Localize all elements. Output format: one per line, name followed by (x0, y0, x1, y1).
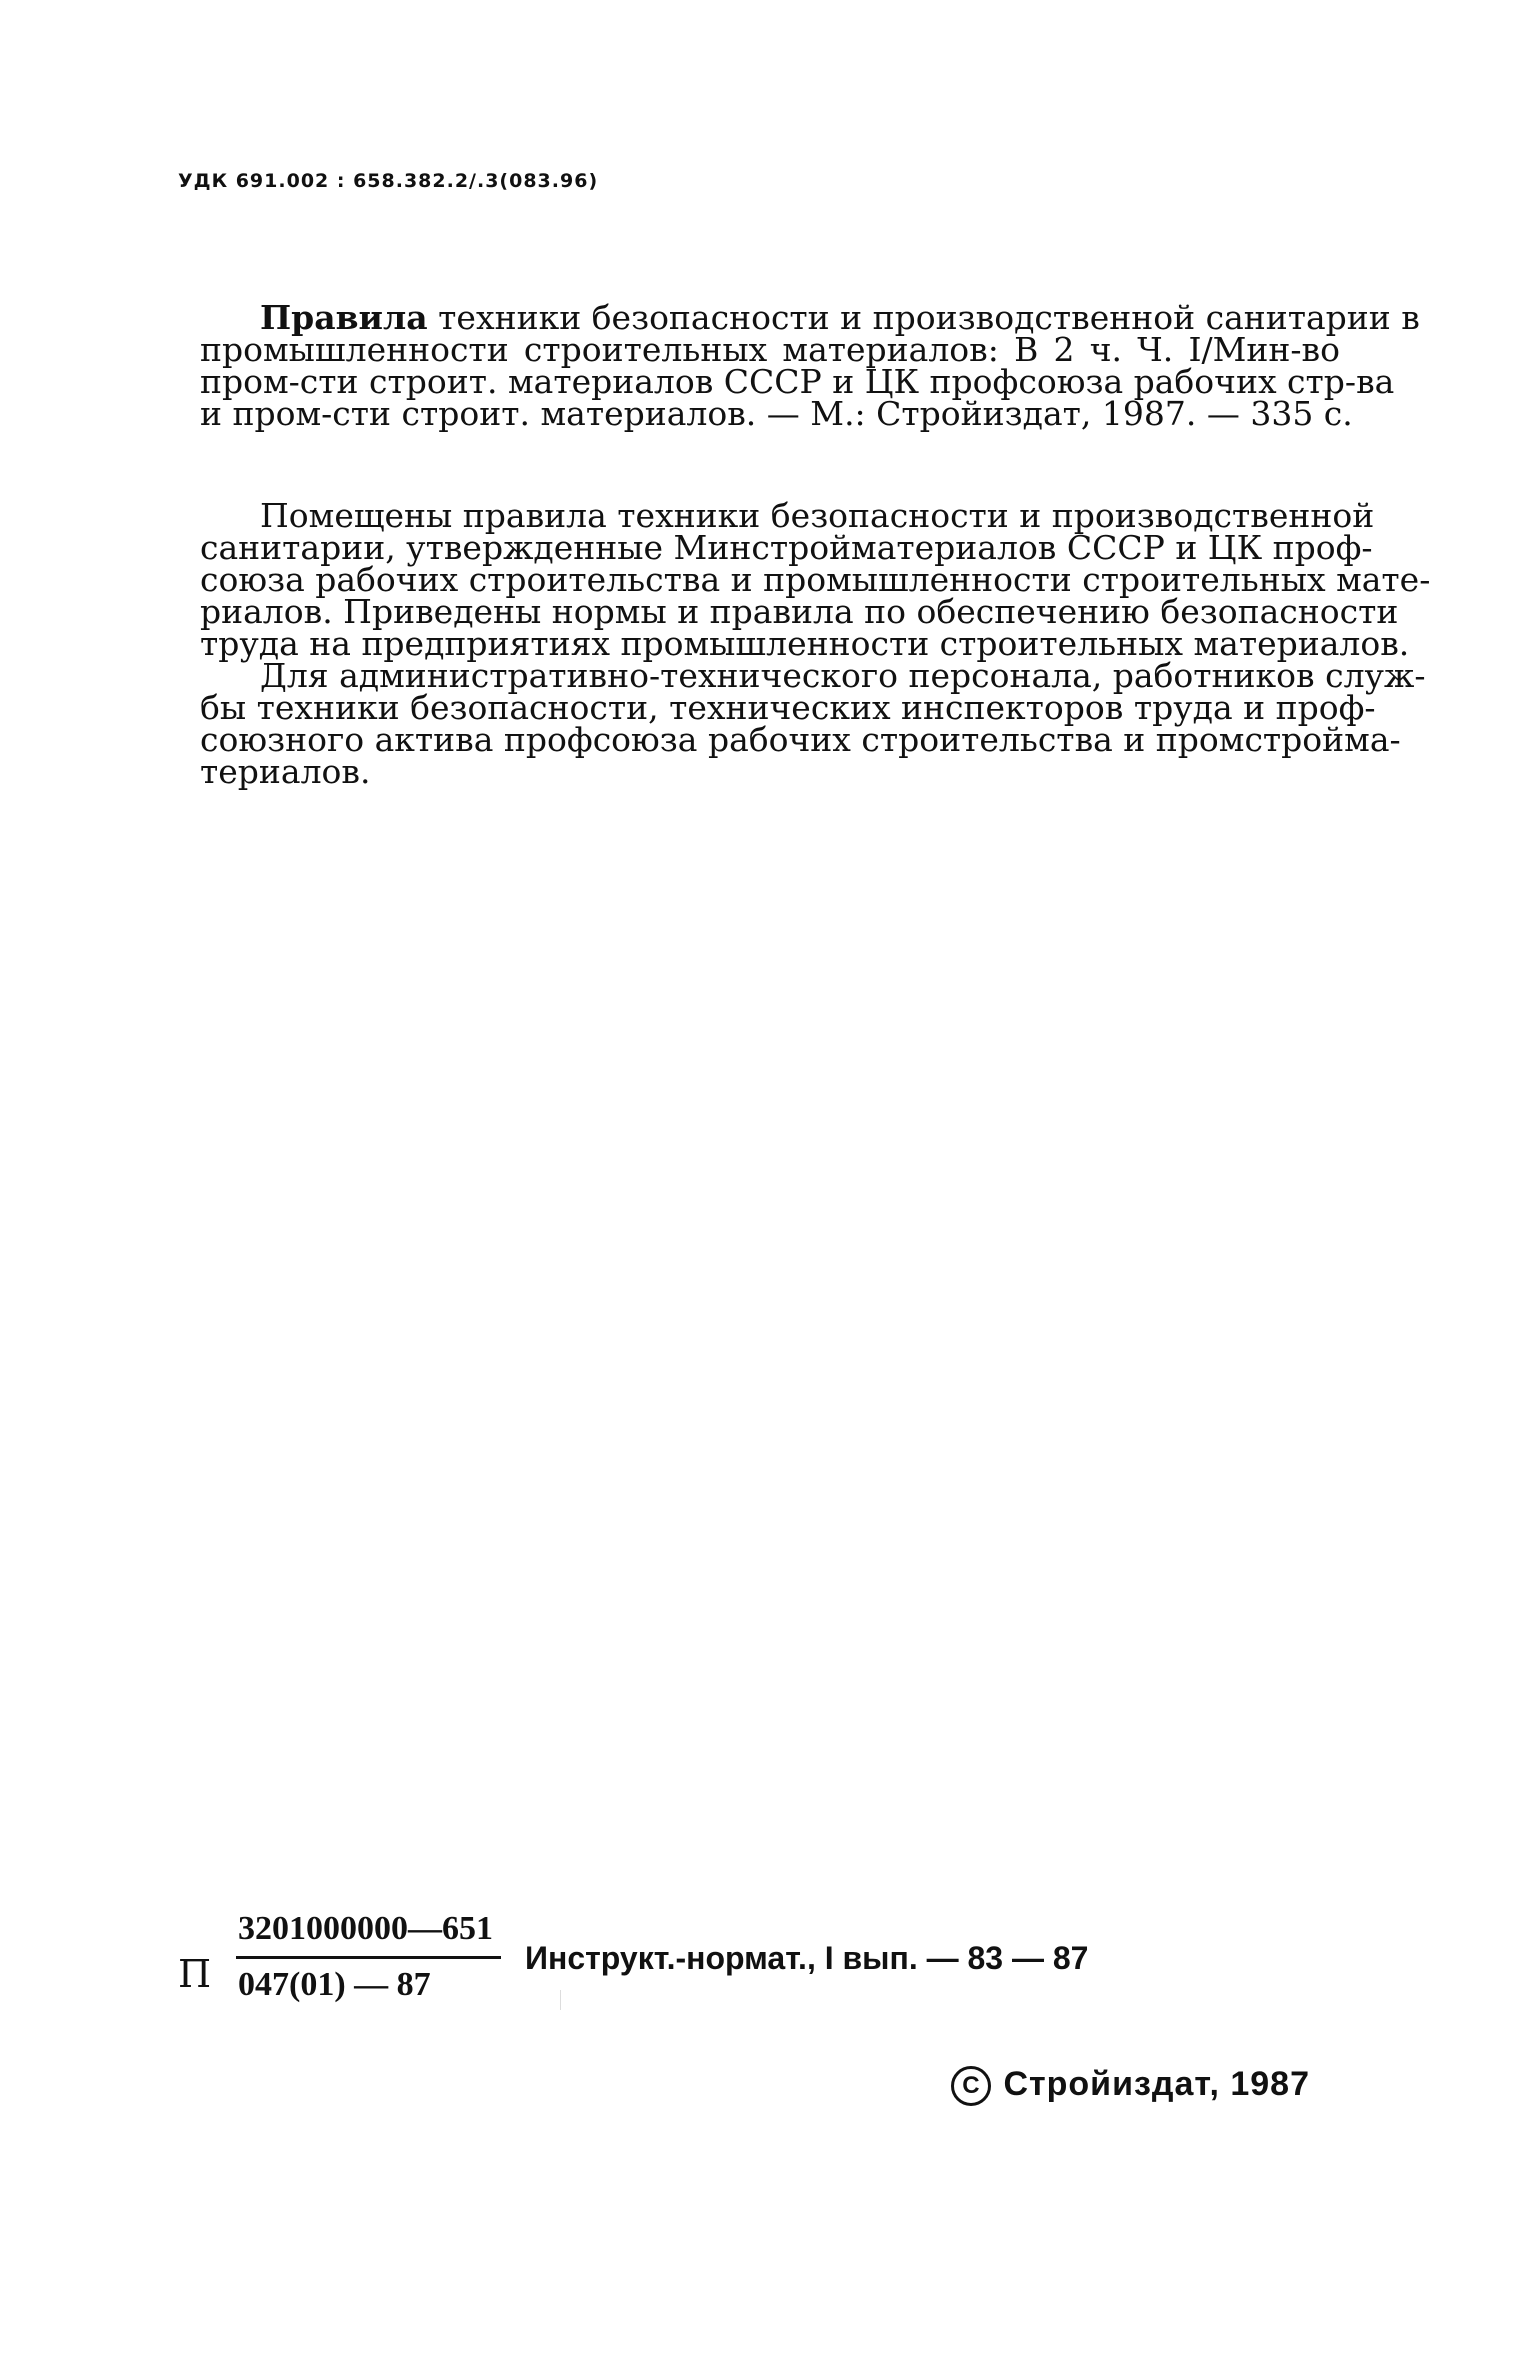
abstract-line: союзного актива профсоюза рабочих строительства и промстройма- (200, 720, 1401, 759)
biblio-line-1-text: техники безопасности и производственной санитарии в (427, 298, 1420, 337)
abstract-line: санитарии, утвержденные Минстройматериалов СССР и ЦК проф- (200, 528, 1373, 567)
scan-mark (560, 1990, 561, 2010)
abstract-line: риалов. Приведены нормы и правила по обеспечению безопасности (200, 592, 1399, 631)
abstract-line: териалов. (200, 752, 371, 791)
index-letter: П (178, 1952, 212, 1996)
copyright-notice (951, 2065, 1310, 2106)
udk-code: УДК 691.002 : 658.382.2/.3(083.96) (178, 170, 599, 192)
abstract-line: Для административно-технического персонала, работников служ- (260, 656, 1426, 695)
abstract-line: труда на предприятиях промышленности строительных материалов. (200, 624, 1410, 663)
abstract-line: Помещены правила техники безопасности и производственной (260, 496, 1375, 535)
fraction-bar (236, 1956, 501, 1959)
abstract (200, 496, 1431, 791)
biblio-line-3: пром-сти строит. материалов СССР и ЦК профсоюза рабочих стр-ва (200, 362, 1395, 401)
biblio-line-4: и пром-сти строит. материалов. — М.: Стройиздат, 1987. — 335 с. (200, 394, 1353, 433)
abstract-line: бы техники безопасности, технических инспекторов труда и проф- (200, 688, 1376, 727)
biblio-lead-word: Правила (260, 298, 428, 337)
copyright-text: Стройиздат, 1987 (1003, 2065, 1310, 2103)
index-numerator: 3201000000—651 (238, 1910, 493, 1947)
copyright-icon: C (951, 2066, 991, 2106)
biblio-line-2: промышленности строительных материалов: В 2 ч. Ч. I/Мин-во (200, 330, 1340, 369)
series-info: Инструкт.-нормат., I вып. — 83 — 87 (525, 1940, 1089, 1976)
publication-index (170, 1910, 1170, 2040)
index-denominator: 047(01) — 87 (238, 1966, 431, 2003)
bibliographic-record (200, 298, 1420, 433)
abstract-line: союза рабочих строительства и промышленности строительных мате- (200, 560, 1431, 599)
